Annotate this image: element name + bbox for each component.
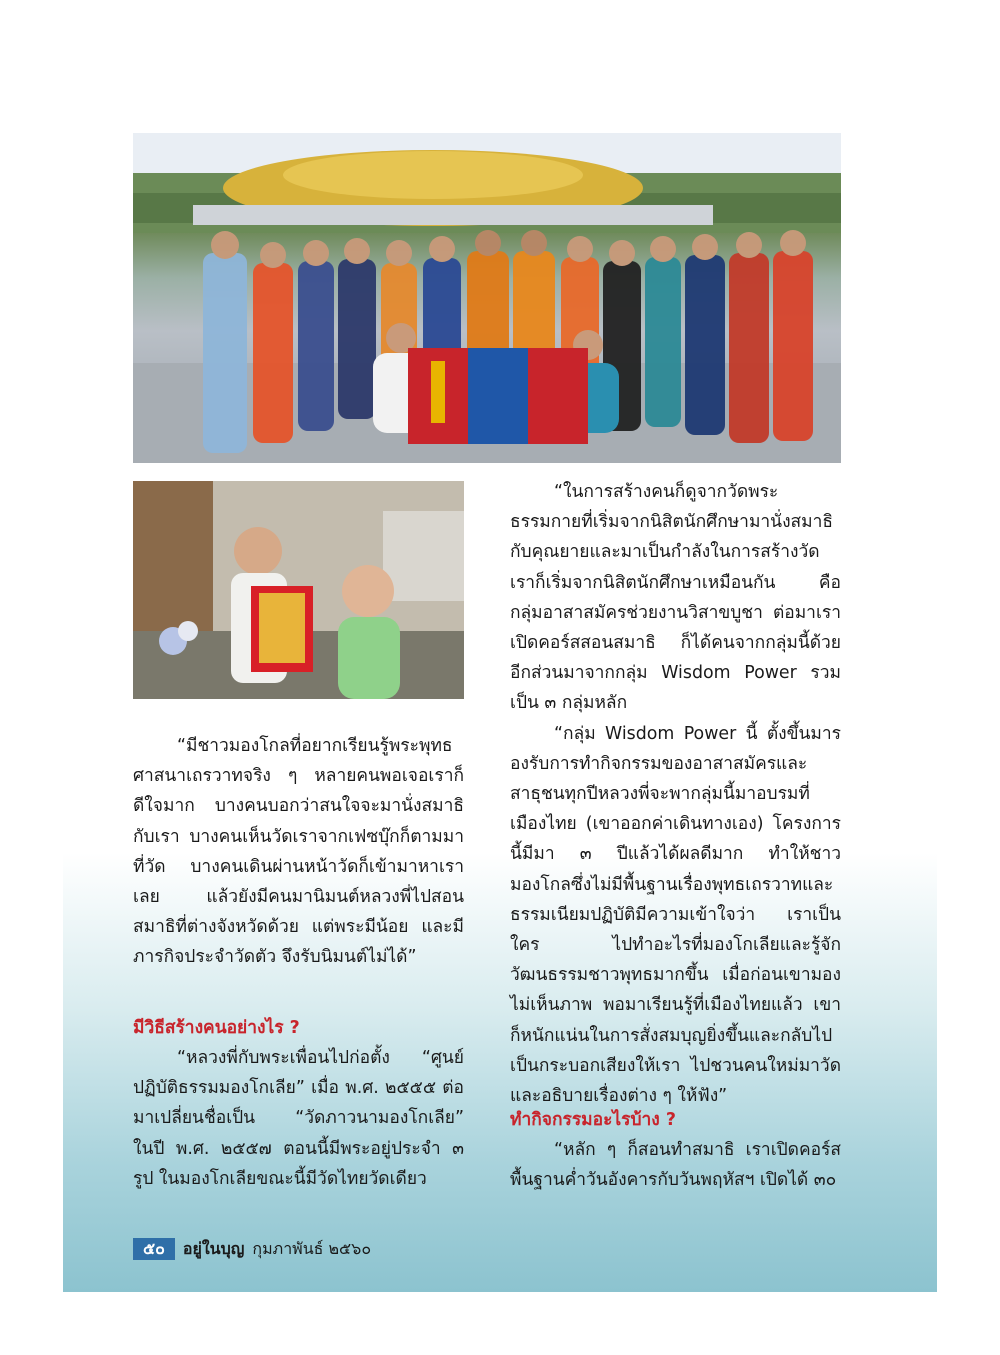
section-heading: มีวิธีสร้างคนอย่างไร ?	[133, 1018, 300, 1038]
left-column-continued	[133, 1043, 464, 1194]
paragraph: “ในการสร้างคนก็ดูจากวัดพระธรรมกายที่เริ่มจากนิสิตนักศึกษามานั่งสมาธิกับคุณยายและมาเป็นกำลังในการสร้างวัด เราก็เริ่มจากนิสิตนักศึกษาเหมือนกัน คือ กลุ่มอาสาสมัครช่วยงานวิสาขบูชา ต่อมาเราเปิดคอร์สสอนสมาธิ ก็ได้คนจากกลุ่มนี้ด้วย อีกส่วนมาจากกลุ่ม Wisdom Power รวมเป็น ๓ กลุ่มหลัก	[510, 482, 841, 714]
paragraph: “หลัก ๆ ก็สอนทำสมาธิ เราเปิดคอร์สพื้นฐานค่ำวันอังคารกับวันพฤหัสฯ เปิดได้ ๓๐	[510, 1140, 841, 1191]
page-footer	[133, 1238, 371, 1260]
left-column	[133, 731, 464, 973]
group-photo	[133, 133, 841, 463]
kids-photo	[133, 481, 464, 699]
paragraph: “กลุ่ม Wisdom Power นี้ ตั้งขึ้นมารองรับการทำกิจกรรมของอาสาสมัครและสาธุชนทุกปีหลวงพี่จะพากลุ่มนี้มาอบรมที่เมืองไทย (เขาออกค่าเดินทางเอง) โครงการนี้มีมา ๓ ปีแล้วได้ผลดีมาก ทำให้ชาวมองโกลซึ่งไม่มีพื้นฐานเรื่องพุทธเถรวาทและธรรมเนียมปฏิบัติมีความเข้าใจว่า เราเป็นใคร ไปทำอะไรที่มองโกเลียและรู้จักวัฒนธรรมชาวพุทธมากขึ้น เมื่อก่อนเขามองไม่เห็นภาพ พอมาเรียนรู้ที่เมืองไทยแล้ว เขาก็หนักแน่นในการสั่งสมบุญยิ่งขึ้นและกลับไปเป็นกระบอกเสียงให้เรา ไปชวนคนใหม่มาวัด และอธิบายเรื่องต่าง ๆ ให้ฟัง”	[510, 723, 841, 1107]
right-column-continued	[510, 1135, 841, 1195]
magazine-title: อยู่ในบุญ	[182, 1238, 245, 1258]
page-number: ๕๐	[133, 1238, 175, 1260]
right-column	[510, 477, 841, 1111]
paragraph: “หลวงพี่กับพระเพื่อนไปก่อตั้ง “ศูนย์ปฏิบัติธรรมมองโกเลีย” เมื่อ พ.ศ. ๒๕๕๕ ต่อมาเปลี่ยนชื่อเป็น “วัดภาวนามองโกเลีย” ในปี พ.ศ. ๒๕๕๗ ตอนนี้มีพระอยู่ประจำ ๓ รูป ในมองโกเลียขณะนี้มีวัดไทยวัดเดียว	[133, 1048, 464, 1189]
section-heading: ทำกิจกรรมอะไรบ้าง ?	[510, 1110, 676, 1130]
mongolian-flag	[408, 348, 588, 444]
paragraph: “มีชาวมองโกลที่อยากเรียนรู้พระพุทธศาสนาเถรวาทจริง ๆ หลายคนพอเจอเราก็ดีใจมาก บางคนบอกว่าสนใจจะมานั่งสมาธิกับเรา บางคนเห็นวัดเราจากเฟซบุ๊กก็ตามมาที่วัด บางคนเดินผ่านหน้าวัดก็เข้ามาหาเราเลย แล้วยังมีคนมานิมนต์หลวงพี่ไปสอนสมาธิที่ต่างจังหวัดด้วย แต่พระมีน้อย และมีภารกิจประจำวัดตัว จึงรับนิมนต์ไม่ได้”	[133, 736, 464, 968]
issue-date: กุมภาพันธ์ ๒๕๖๐	[252, 1238, 372, 1258]
